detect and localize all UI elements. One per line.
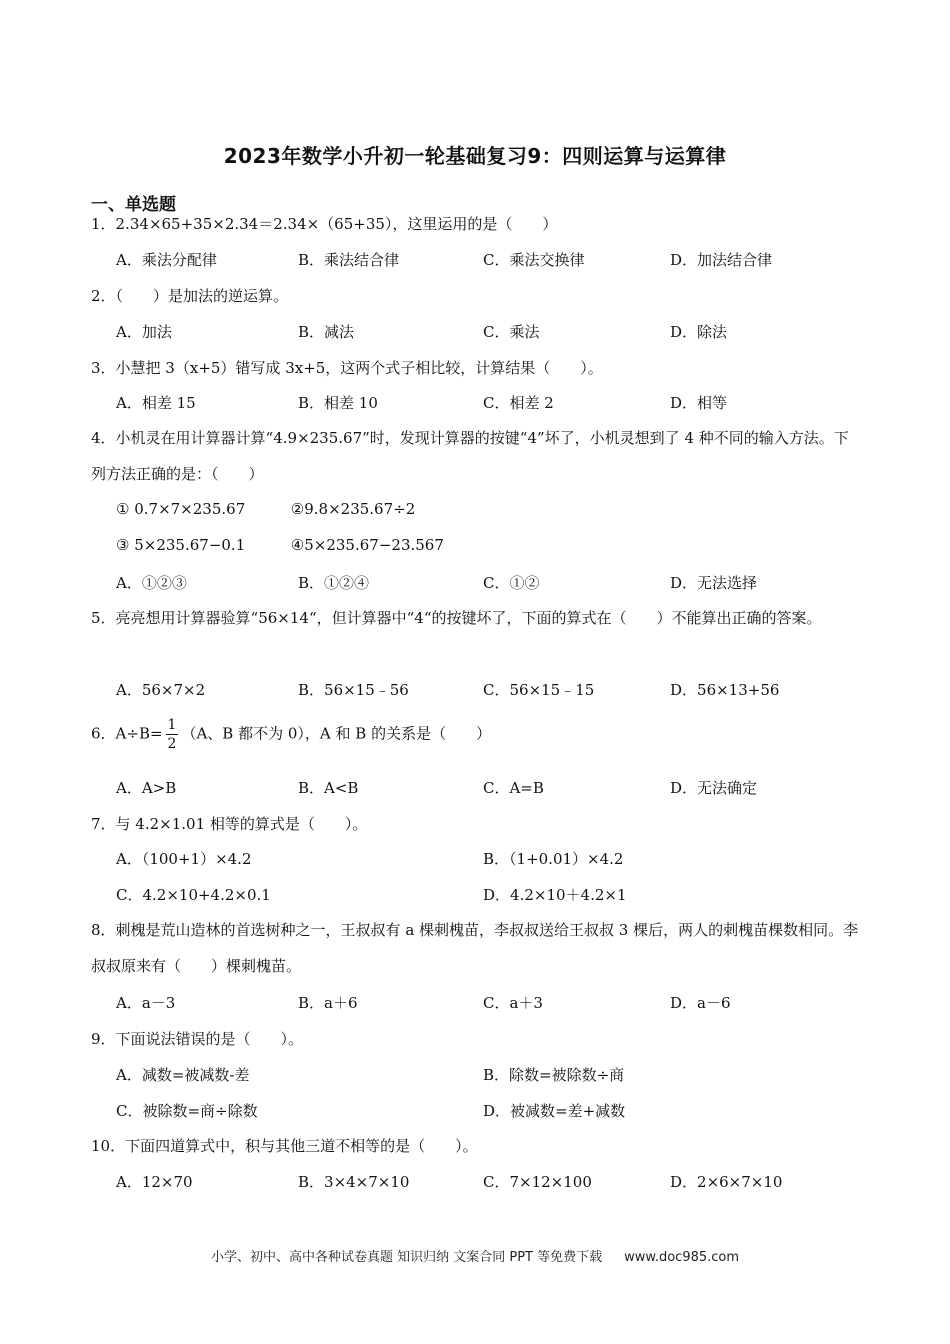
q4-option-b[interactable]: B．①②④ bbox=[298, 574, 370, 592]
section-heading: 一、单选题 bbox=[91, 195, 176, 215]
q7-option-b[interactable]: B．（1+0.01）×4.2 bbox=[483, 850, 624, 868]
question-7-stem: 7．与 4.2×1.01 相等的算式是（ ）。 bbox=[91, 815, 368, 833]
q6-stem-prefix: 6．A÷B= bbox=[91, 724, 163, 743]
question-8-options bbox=[116, 992, 836, 1016]
q3-option-d[interactable]: D．相等 bbox=[670, 394, 728, 412]
question-2-stem: 2．（ ）是加法的逆运算。 bbox=[91, 287, 289, 305]
q4-method-3: ③ 5×235.67−0.1 bbox=[116, 536, 246, 554]
q10-option-b[interactable]: B．3×4×7×10 bbox=[298, 1173, 410, 1191]
q4-option-a[interactable]: A．①②③ bbox=[116, 574, 187, 592]
q2-option-c[interactable]: C．乘法 bbox=[483, 323, 540, 341]
question-7-options-row-1 bbox=[116, 848, 836, 872]
q8-option-a[interactable]: A．a－3 bbox=[116, 994, 176, 1012]
question-5-stem: 5．亮亮想用计算器验算“56×14“，但计算器中“4“的按键坏了，下面的算式在（ ）不能算出正确的答案。 bbox=[91, 609, 822, 627]
question-10-stem: 10．下面四道算式中，积与其他三道不相等的是（ ）。 bbox=[91, 1137, 478, 1155]
question-4-stem: 4．小机灵在用计算器计算“4.9×235.67”时，发现计算器的按键“4”坏了，小机灵想到了 4 种不同的输入方法。下列方法正确的是：（ ） bbox=[91, 429, 849, 483]
page-title: 2023年数学小升初一轮基础复习9：四则运算与运算律 bbox=[223, 144, 727, 168]
q5-option-b[interactable]: B．56×15﹣56 bbox=[298, 681, 409, 699]
q9-option-b[interactable]: B．除数=被除数÷商 bbox=[483, 1066, 625, 1084]
question-6-options bbox=[116, 777, 836, 801]
question-3-stem: 3．小慧把 3（x+5）错写成 3x+5，这两个式子相比较，计算结果（ ）。 bbox=[91, 359, 603, 377]
q1-option-a[interactable]: A．乘法分配律 bbox=[116, 251, 217, 269]
q5-option-a[interactable]: A．56×7×2 bbox=[116, 681, 206, 699]
q6-fraction-denominator: 2 bbox=[167, 736, 177, 752]
q4-option-c[interactable]: C．①② bbox=[483, 574, 540, 592]
q5-option-c[interactable]: C．56×15﹣15 bbox=[483, 681, 595, 699]
q6-option-b[interactable]: B．A<B bbox=[298, 779, 359, 797]
q3-option-b[interactable]: B．相差 10 bbox=[298, 394, 378, 412]
q4-method-1: ① 0.7×7×235.67 bbox=[116, 500, 246, 518]
q2-option-a[interactable]: A．加法 bbox=[116, 323, 172, 341]
q2-option-b[interactable]: B．减法 bbox=[298, 323, 355, 341]
q8-option-c[interactable]: C．a＋3 bbox=[483, 994, 543, 1012]
q4-method-4: ④5×235.67−23.567 bbox=[290, 536, 444, 554]
q8-option-d[interactable]: D．a－6 bbox=[670, 994, 731, 1012]
q10-option-a[interactable]: A．12×70 bbox=[116, 1173, 193, 1191]
q9-option-a[interactable]: A．减数=被减数-差 bbox=[116, 1066, 250, 1084]
q8-option-b[interactable]: B．a＋6 bbox=[298, 994, 358, 1012]
q1-option-b[interactable]: B．乘法结合律 bbox=[298, 251, 400, 269]
question-4-methods-row-2 bbox=[116, 536, 444, 554]
q6-fraction-numerator: 1 bbox=[167, 717, 177, 733]
question-9-stem: 9．下面说法错误的是（ ）。 bbox=[91, 1030, 304, 1048]
footer-text: 小学、初中、高中各种试卷真题 知识归纳 文案合同 PPT 等免费下载 bbox=[210, 1250, 603, 1265]
page-footer bbox=[0, 1246, 950, 1265]
q4-option-d[interactable]: D．无法选择 bbox=[670, 574, 758, 592]
q3-option-c[interactable]: C．相差 2 bbox=[483, 394, 554, 412]
q6-option-d[interactable]: D．无法确定 bbox=[670, 779, 758, 797]
q7-option-d[interactable]: D．4.2×10＋4.2×1 bbox=[483, 886, 627, 904]
footer-url-link[interactable]: www.doc985.com bbox=[624, 1250, 740, 1265]
q3-option-a[interactable]: A．相差 15 bbox=[116, 394, 196, 412]
q9-option-c[interactable]: C．被除数=商÷除数 bbox=[116, 1102, 258, 1120]
question-9-options-row-1 bbox=[116, 1064, 836, 1088]
question-10-options bbox=[116, 1171, 836, 1195]
q2-option-d[interactable]: D．除法 bbox=[670, 323, 728, 341]
q4-method-2: ②9.8×235.67÷2 bbox=[290, 500, 416, 518]
q7-option-c[interactable]: C．4.2×10+4.2×0.1 bbox=[116, 886, 271, 904]
question-1-stem: 1．2.34×65+35×2.34＝2.34×（65+35），这里运用的是（ ） bbox=[91, 215, 558, 233]
q10-option-c[interactable]: C．7×12×100 bbox=[483, 1173, 592, 1191]
q6-stem-suffix: （A、B 都不为 0），A 和 B 的关系是（ ） bbox=[181, 724, 492, 743]
q6-option-a[interactable]: A．A>B bbox=[116, 779, 177, 797]
q7-option-a[interactable]: A．（100+1）×4.2 bbox=[116, 850, 252, 868]
question-1-options bbox=[116, 249, 836, 273]
question-8-stem: 8．刺槐是荒山造林的首选树种之一，王叔叔有 a 棵刺槐苗，李叔叔送给王叔叔 3 棵后，两人的刺槐苗棵数相同。李叔叔原来有（ ）棵刺槐苗。 bbox=[91, 921, 859, 975]
q1-option-c[interactable]: C．乘法交换律 bbox=[483, 251, 585, 269]
question-3-options bbox=[116, 392, 836, 416]
question-4-options bbox=[116, 572, 836, 596]
question-4-methods-row-1 bbox=[116, 500, 415, 518]
question-7-options-row-2 bbox=[116, 884, 836, 908]
q1-option-d[interactable]: D．加法结合律 bbox=[670, 251, 773, 269]
q10-option-d[interactable]: D．2×6×7×10 bbox=[670, 1173, 783, 1191]
q5-option-d[interactable]: D．56×13+56 bbox=[670, 681, 780, 699]
q9-option-d[interactable]: D．被减数=差+减数 bbox=[483, 1102, 626, 1120]
q6-option-c[interactable]: C．A=B bbox=[483, 779, 544, 797]
question-5-options bbox=[116, 679, 836, 703]
question-2-options bbox=[116, 321, 836, 345]
question-6-stem bbox=[91, 716, 491, 753]
q6-fraction bbox=[166, 716, 179, 753]
question-9-options-row-2 bbox=[116, 1100, 836, 1124]
